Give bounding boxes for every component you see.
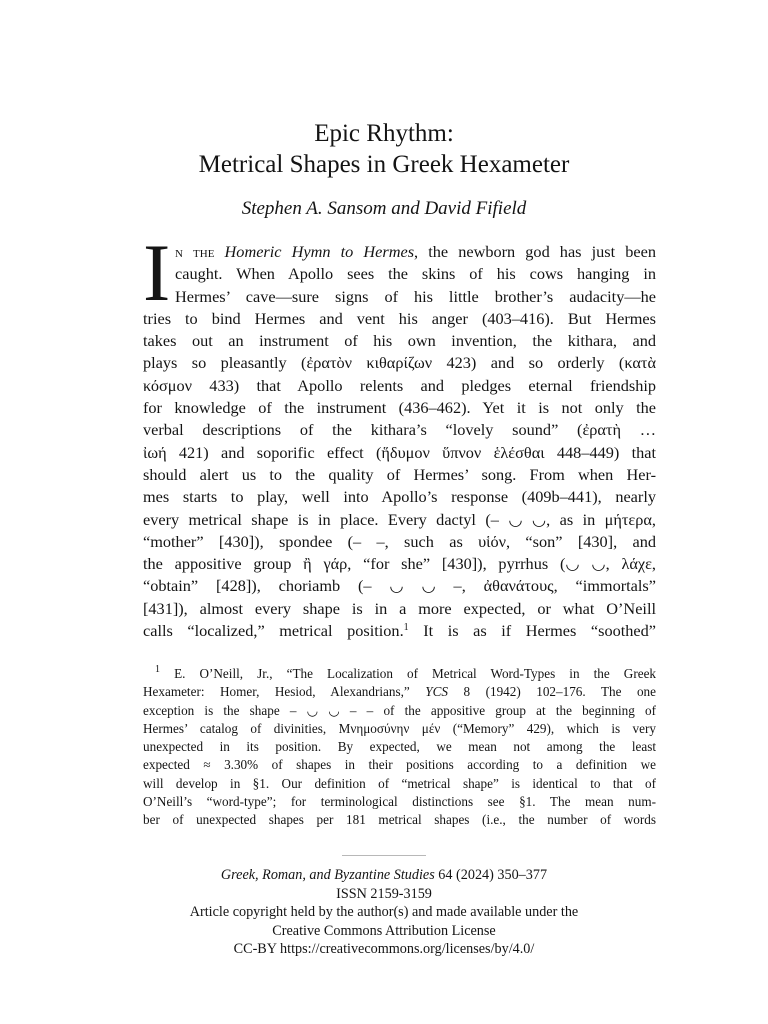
footnote-line: ber of unexpected shapes per 181 metrical shapes (i.e., the number of words xyxy=(143,812,656,828)
footnote-line xyxy=(143,665,656,683)
body-line: for knowledge of the instrument (436–462). Yet it is not only the xyxy=(143,398,656,418)
footnote-text: Hexameter: Homer, Hesiod, Alexandrians,” xyxy=(143,684,426,700)
journal-abbrev: YCS xyxy=(425,684,448,700)
footer-divider xyxy=(342,855,426,856)
body-line: the appositive group ἢ γάρ, “for she” [430]), pyrrhus (◡ ◡, λάχε, xyxy=(143,554,656,574)
work-title: Homeric Hymn to Hermes xyxy=(224,242,415,261)
body-paragraph xyxy=(143,241,656,642)
body-line xyxy=(143,241,656,263)
footnote-number: 1 xyxy=(155,665,160,675)
article-authors: Stephen A. Sansom and David Fifield xyxy=(241,198,527,219)
body-line: tries to bind Hermes and vent his anger (403–416). But Hermes xyxy=(143,308,656,328)
body-line: takes out an instrument of his own invention, the kithara, and xyxy=(143,331,656,351)
footnote-line: O’Neill’s “word-type”; for terminological distinctions see §1. The mean num- xyxy=(143,794,656,810)
body-line: plays so pleasantly (ἐρατὸν κιθαρίζων 423) and so orderly (κατὰ xyxy=(143,353,656,373)
copyright-line: Creative Commons Attribution License xyxy=(272,922,496,939)
article-title-line-2: Metrical Shapes in Greek Hexameter xyxy=(198,151,570,178)
body-line: κόσμον 433) that Apollo relents and pledges eternal friendship xyxy=(143,375,656,395)
footnote-text: 8 (1942) 102–176. The one xyxy=(448,684,656,700)
footnote xyxy=(143,665,656,830)
drop-cap: I xyxy=(143,238,171,304)
journal-citation xyxy=(0,866,768,885)
footnote-text: E. O’Neill, Jr., “The Localization of Metrical Word-Types in the Greek xyxy=(174,666,656,681)
body-line: caught. When Apollo sees the skins of his cows hanging in xyxy=(175,264,656,284)
copyright-line: Article copyright held by the author(s) and made available under the xyxy=(189,904,579,920)
body-line: ἰωή 421) and soporific effect (ἥδυμον ὕπνον ἑλέσθαι 448–449) that xyxy=(143,442,656,462)
footnote-line: Hermes’ catalog of divinities, Μνημοσύνην μέν (“Memory” 429), which is very xyxy=(143,720,656,736)
journal-volume: 64 (2024) 350–377 xyxy=(434,867,548,883)
opening-small-caps: n the xyxy=(175,242,215,261)
footnote-line: will develop in §1. Our definition of “metrical shape” is identical to that of xyxy=(143,775,656,791)
body-line-text: It is as if Hermes “soothed” xyxy=(408,621,656,641)
footnote-line xyxy=(143,683,656,701)
body-line: “obtain” [428]), choriamb (– ◡ ◡ –, ἀθανάτους, “immortals” xyxy=(143,576,656,596)
body-line: every metrical shape is in place. Every dactyl (– ◡ ◡, as in μήτερα, xyxy=(143,509,656,529)
issn: ISSN 2159-3159 xyxy=(336,885,432,902)
footnote-line: expected ≈ 3.30% of shapes in their positions according to a definition we xyxy=(143,757,656,773)
body-line: [431]), almost every shape is in a more expected, or what O’Neill xyxy=(143,598,656,618)
license-link[interactable]: CC-BY https://creativecommons.org/licenses/by/4.0/ xyxy=(233,941,535,957)
body-line: should alert us to the quality of Hermes’ song. From when Her- xyxy=(143,464,656,484)
body-line: “mother” [430]), spondee (– –, such as υἱόν, “son” [430], and xyxy=(143,531,656,551)
article-title-line-1: Epic Rhythm: xyxy=(314,120,454,147)
body-line xyxy=(143,620,656,642)
footnote-line: exception is the shape – ◡ ◡ – – of the appositive group at the beginning of xyxy=(143,702,656,718)
journal-name: Greek, Roman, and Byzantine Studies xyxy=(220,867,435,883)
body-line: verbal descriptions of the kithara’s “lovely sound” (ἐρατὴ … xyxy=(143,420,656,440)
body-line-text: , the newborn god has just been xyxy=(414,242,656,261)
body-line: Hermes’ cave—sure signs of his little brother’s audacity—he xyxy=(175,286,656,306)
footnote-reference[interactable]: 1 xyxy=(403,622,409,634)
body-line-text: calls “localized,” metrical position. xyxy=(143,621,404,641)
page-footer xyxy=(0,866,768,959)
footnote-line: unexpected in its position. By expected, we mean not among the least xyxy=(143,739,656,755)
body-line: mes starts to play, well into Apollo’s response (409b–441), nearly xyxy=(143,487,656,507)
